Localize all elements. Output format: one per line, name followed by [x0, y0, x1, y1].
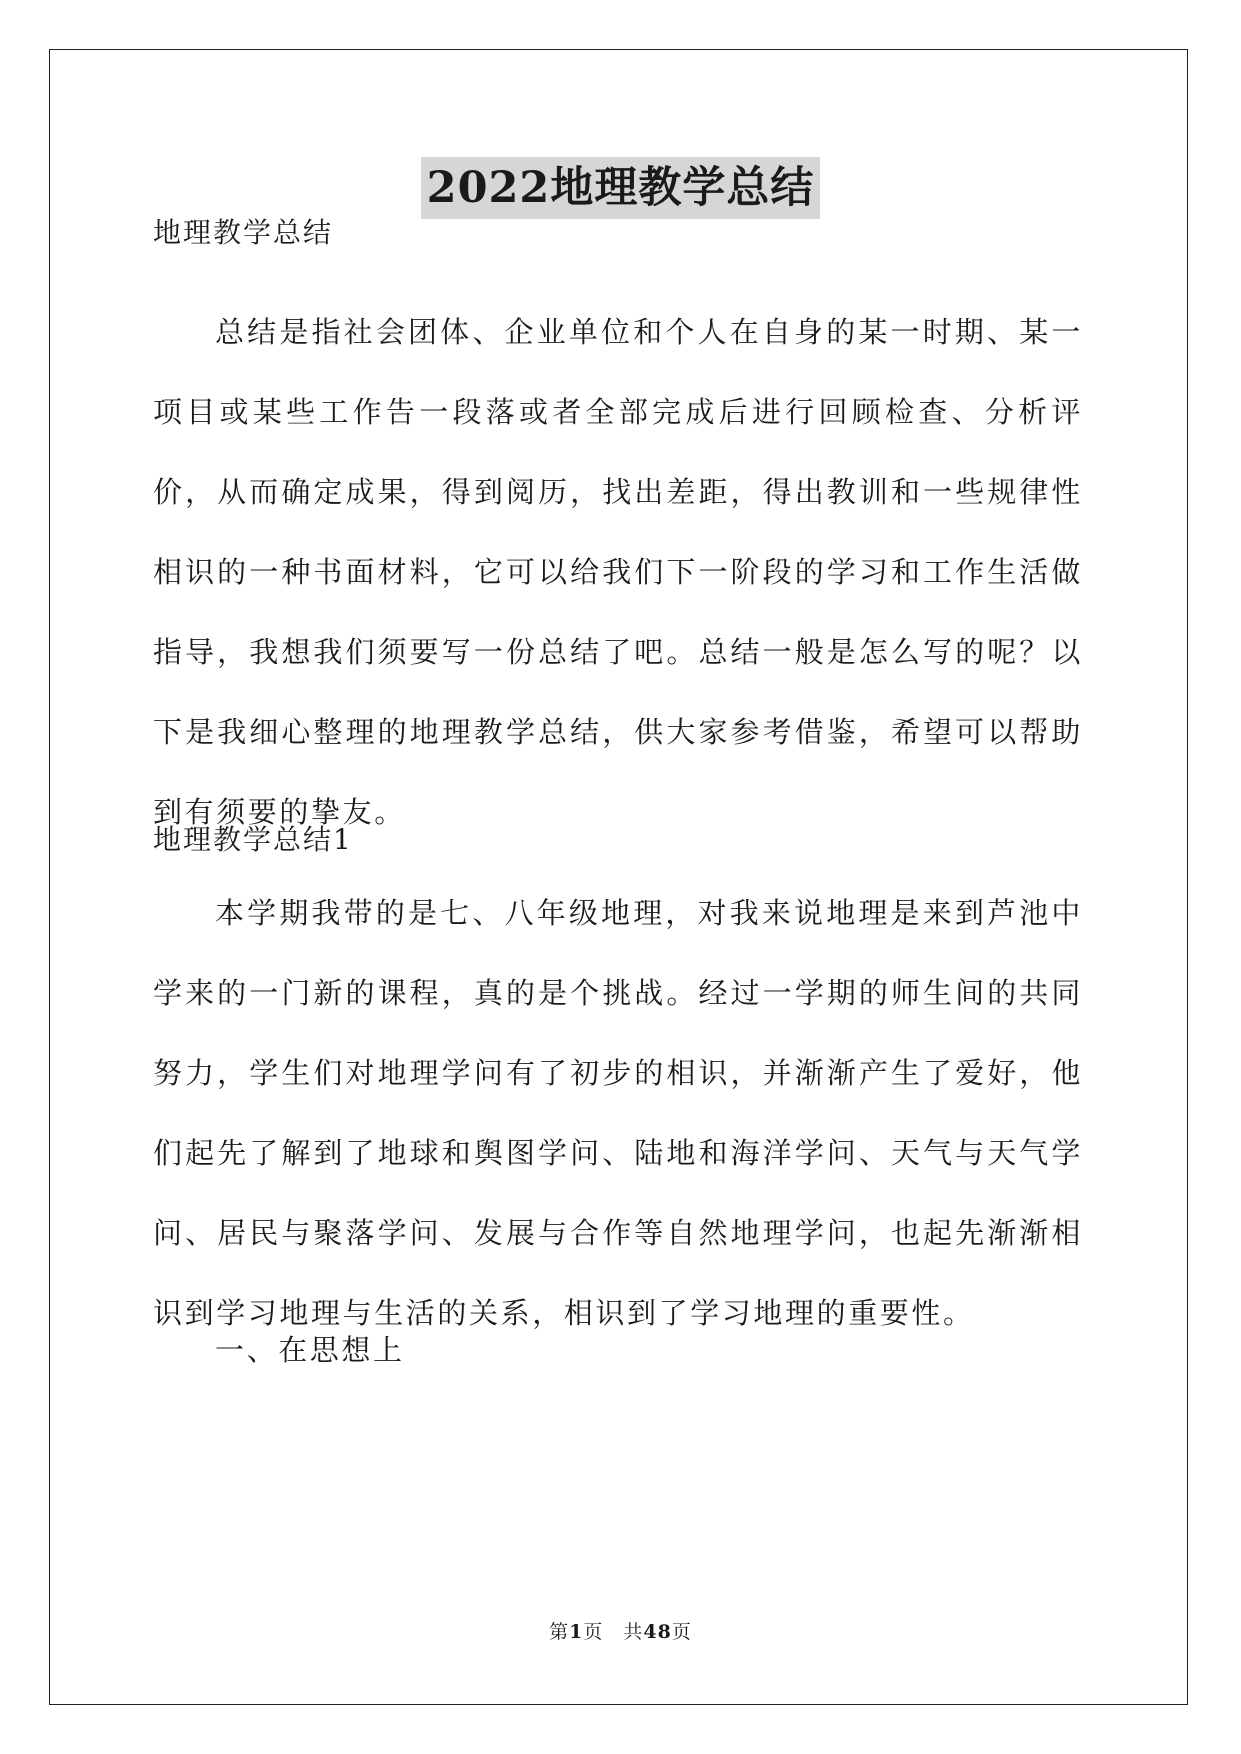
footer-mid: 页 共	[583, 1621, 644, 1643]
footer-suffix: 页	[671, 1621, 692, 1643]
footer-page-number: 1	[569, 1621, 584, 1643]
footer-prefix: 第	[549, 1621, 570, 1643]
footer-total-pages: 48	[643, 1621, 672, 1643]
section-heading-main: 地理教学总结	[153, 216, 334, 249]
subheading-thought: 一、在思想上	[215, 1333, 405, 1367]
intro-paragraph: 总结是指社会团体、企业单位和个人在自身的某一时期、某一项目或某些工作告一段落或者全部完成后进行回顾检查、分析评价，从而确定成果，得到阅历，找出差距，得出教训和一些规律性相识的一种书面材料，它可以给我们下一阶段的学习和工作生活做指导，我想我们须要写一份总结了吧。总结一般是怎么写的呢？以下是我细心整理的地理教学总结，供大家参考借鉴，希望可以帮助到有须要的挚友。	[153, 315, 1083, 829]
document-title: 2022地理教学总结	[421, 157, 821, 219]
page-footer	[0, 1617, 1241, 1644]
paragraph-1: 本学期我带的是七、八年级地理，对我来说地理是来到芦池中学来的一门新的课程，真的是个挑战。经过一学期的师生间的共同努力，学生们对地理学问有了初步的相识，并渐渐产生了爱好，他们起先了解到了地球和舆图学问、陆地和海洋学问、天气与天气学问、居民与聚落学问、发展与合作等自然地理学问，也起先渐渐相识到学习地理与生活的关系，相识到了学习地理的重要性。	[153, 896, 1083, 1330]
section-heading-1: 地理教学总结1	[153, 823, 353, 856]
title-container	[0, 157, 1241, 219]
